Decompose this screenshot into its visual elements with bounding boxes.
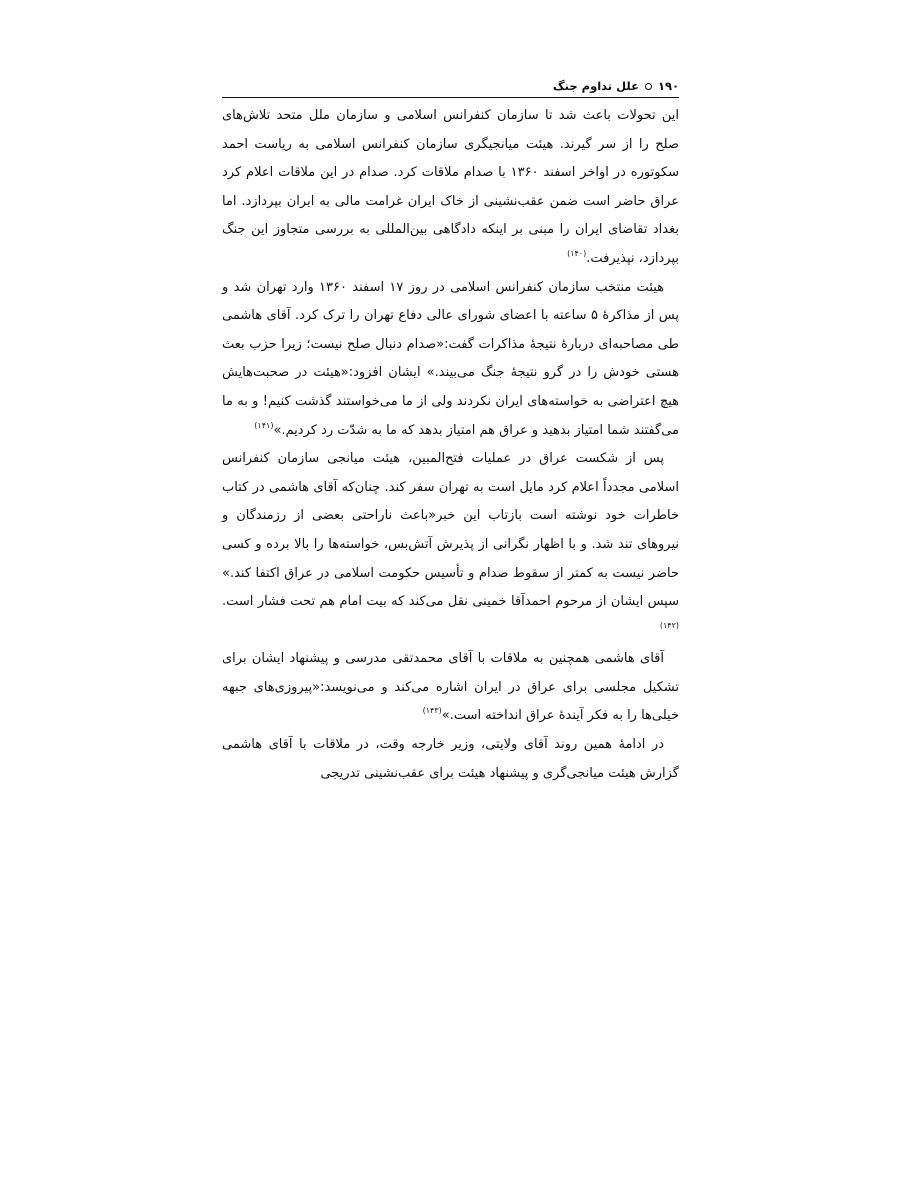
running-header [222,78,679,98]
paragraph-text: پس از شکست عراق در عملیات فتح‌المبین، هیئت میانجی سازمان کنفرانس اسلامی مجدداً اعلام کرد مایل است به تهران سفر کند. چنان‌که آقای هاشمی در کتاب خاطرات خود نوشته است بازتاب این خبر«باعث ناراحتی بعضی از رزمندگان و نیروهای تند شد. و با اظهار نگرانی از پذیرش آتش‌بس، خواسته‌ها را بالا برده و کسی حاضر نیست به کمتر از سقوط صدام و تأسیس حکومت اسلامی در عراق اکتفا کند.» سپس ایشان از مرحوم احمدآقا خمینی نقل می‌کند که بیت امام هم تحت فشار است. [222,451,679,610]
paragraph [222,102,679,274]
footnote-marker: (۱۴۱) [254,420,274,430]
paragraph [222,445,679,645]
paragraph [222,274,679,446]
paragraph-text: هیئت منتخب سازمان کنفرانس اسلامی در روز ۱۷ اسفند ۱۳۶۰ وارد تهران شد و پس از مذاکرهٔ ۵ ساعته با اعضای شورای عالی دفاع تهران را ترک کرد. آقای هاشمی طی مصاحبه‌ای دربارهٔ نتیجهٔ مذاکرات گفت:«صدام دنبال صلح نیست؛ زیرا حزب بعث هستی خودش را در گرو نتیجهٔ جنگ می‌بیند.» ایشان افزود:«هیئت در صحبت‌هایش هیچ اعتراضی به خواسته‌های ایران نکردند ولی از ما می‌خواستند گذشت کنیم! و به ما می‌گفتند شما امتیاز بدهید و عراق هم امتیاز بدهد که ما به شدّت رد کردیم.» [222,279,679,438]
paragraph [222,731,679,788]
page-number: ۱۹۰ [657,79,679,93]
body-text [222,102,679,788]
book-page [222,78,679,788]
footnote-marker: (۱۴۳) [422,706,442,716]
paragraph-text: در ادامهٔ همین روند آقای ولایتی، وزیر خارجه وقت، در ملاقات با آقای هاشمی گزارش هیئت میانجی‌گری و پیشنهاد هیئت برای عقب‌نشینی تدریجی [222,737,679,781]
running-title: علل تداوم جنگ [552,79,639,93]
paragraph-text: این تحولات باعث شد تا سازمان کنفرانس اسلامی و سازمان ملل متحد تلاش‌های صلح را از سر گیرند. هیئت میانجیگری سازمان کنفرانس اسلامی به ریاست احمد سکوتوره در اواخر اسفند ۱۳۶۰ با صدام ملاقات کرد. صدام در این ملاقات اعلام کرد عراق حاضر است ضمن عقب‌نشینی از خاک ایران غرامت مالی به ایران بپردازد. اما بغداد تقاضای ایران را مبنی بر اینکه دادگاهی بین‌المللی به بررسی متجاوز این جنگ بپردازد، نپذیرفت. [222,108,679,266]
footnote-marker: (۱۴۲) [659,620,679,630]
paragraph-text: آقای هاشمی همچنین به ملاقات با آقای محمدتقی مدرسی و پیشنهاد ایشان برای تشکیل مجلسی برای عراق در ایران اشاره می‌کند و می‌نویسد:«پیروزی‌های جبهه خیلی‌ها را به فکر آیندهٔ عراق انداخته است.» [222,651,679,724]
circle-ornament-icon [645,83,652,90]
paragraph [222,645,679,731]
footnote-marker: (۱۴۰) [567,248,587,258]
